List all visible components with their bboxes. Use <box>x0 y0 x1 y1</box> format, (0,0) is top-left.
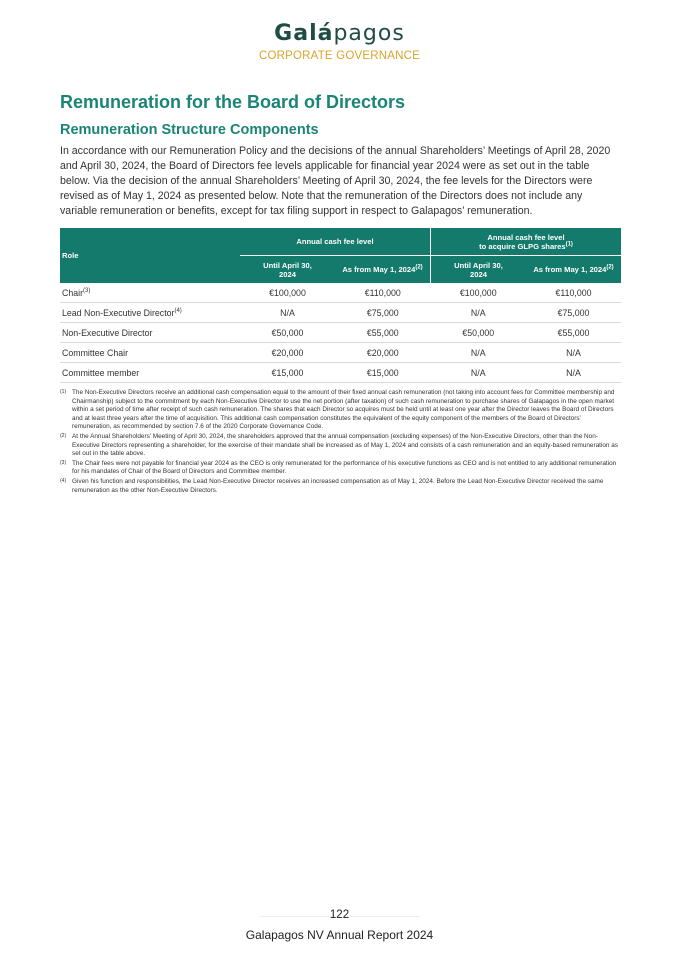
shares-header-line2: to acquire GLPG shares <box>479 241 566 251</box>
until-line2: 2024 <box>470 269 487 279</box>
role-name: Non-Executive Director <box>62 327 153 338</box>
fee-cell: €20,000 <box>240 343 335 363</box>
shares-until-header <box>431 256 527 284</box>
footnote <box>60 433 621 459</box>
remuneration-table <box>60 228 621 383</box>
fee-cell: €55,000 <box>526 323 621 343</box>
fee-cell: N/A <box>431 303 527 323</box>
section-label: CORPORATE GOVERNANCE <box>259 50 420 62</box>
logo-bold-part: Galá <box>274 21 334 46</box>
footnote-number: (3) <box>60 459 67 466</box>
from-footnote: (2) <box>415 264 423 271</box>
until-line1: Until April 30, <box>263 260 312 270</box>
fee-cell: N/A <box>431 343 527 363</box>
table-row <box>60 303 621 323</box>
intro-paragraph: In accordance with our Remuneration Policy and the decisions of the annual Shareholders’ Meetings of April 28, 2020 and April 30, 2024, the Board of Directors fee levels applicable for financial year 2024 were as set out in the table below. Via the decision of the annual Shareholders’ Meeting of April 30, 2024, the fee levels for the Directors were revised as of May 1, 2024 as presented below. Note that the remuneration of the Directors does not include any variable remuneration or benefits, except for tax filing support in respect to Galapagos’ remuneration. <box>60 145 611 217</box>
fee-cell: €100,000 <box>240 283 335 303</box>
footnote-text: At the Annual Shareholders’ Meeting of April 30, 2024, the shareholders approved that the annual compensation (excluding expenses) of the Non-Executive Directors, other than the Non-Executive Directors representing a shareholder, for the exercise of their mandate shall be increased as of May 1, 2024 and consists of a cash remuneration and an equity-based remuneration as set out in the table above. <box>72 432 618 458</box>
cash-fee-group-header: Annual cash fee level <box>240 228 431 256</box>
footnote <box>60 460 621 477</box>
fee-cell: €55,000 <box>335 323 431 343</box>
shares-fee-group-header <box>431 228 622 256</box>
role-cell <box>60 303 240 323</box>
role-cell <box>60 283 240 303</box>
cash-until-header <box>240 256 335 284</box>
fee-cell: €75,000 <box>526 303 621 323</box>
fee-cell: €50,000 <box>431 323 527 343</box>
fee-cell: €75,000 <box>335 303 431 323</box>
role-name: Chair <box>62 287 84 298</box>
role-column-header: Role <box>60 228 240 283</box>
logo-light-part: pagos <box>333 21 405 46</box>
fee-cell: N/A <box>431 363 527 383</box>
fee-cell: €20,000 <box>335 343 431 363</box>
role-footnote: (3) <box>83 287 91 294</box>
from-footnote: (2) <box>606 264 614 271</box>
shares-header-line1: Annual cash fee level <box>487 232 565 242</box>
page-number: 122 <box>329 909 350 921</box>
until-line2: 2024 <box>279 269 296 279</box>
table-row <box>60 323 621 343</box>
page-header <box>0 20 679 62</box>
table-header-row <box>60 228 621 256</box>
footnote-text: Given his function and responsibilities, the Lead Non-Executive Director receives an increased compensation as of May 1, 2024. Before the Lead Non-Executive Director received the same remuneration as the other Non-Executive Directors. <box>72 477 604 494</box>
role-name: Lead Non-Executive Director <box>62 307 175 318</box>
footnote-number: (2) <box>60 432 67 439</box>
fee-cell: €50,000 <box>240 323 335 343</box>
fee-cell: N/A <box>526 363 621 383</box>
fee-cell: N/A <box>240 303 335 323</box>
footnote <box>60 478 621 495</box>
from-label: As from May 1, 2024 <box>342 265 416 274</box>
table-row <box>60 363 621 383</box>
footnote-text: The Chair fees were not payable for financial year 2024 as the CEO is only remunerated for the performance of his executive functions as CEO and is not entitled to any additional remuneration for his mandates of Chair of the Board of Directors and Committee member. <box>72 459 617 476</box>
role-footnote: (4) <box>174 307 182 314</box>
shares-header-footnote: (1) <box>565 240 573 247</box>
role-cell <box>60 363 240 383</box>
galapagos-logo <box>0 20 679 48</box>
fee-cell: €15,000 <box>240 363 335 383</box>
until-line1: Until April 30, <box>454 260 503 270</box>
fee-cell: €100,000 <box>431 283 527 303</box>
cash-from-header <box>335 256 431 284</box>
footnote-text: The Non-Executive Directors receive an additional cash compensation equal to the amount of their fixed annual cash remuneration (not taking into account fees for Committee membership and Chairmanship) subject to the commitment by each Non-Executive Director to use the net portion (after taxation) of such cash remuneration to purchase shares of Galapagos in the open market within a set period of time after receipt of such cash remuneration. The shares that each Director so acquires must be held until at least one year after the Director leaves the Board of Directors and at least three years after the time of acquisition. This additional cash compensation constitutes the equivalent of the equity component of the members of the Board of Directors’ remuneration, as recommended by section 7.6 of the 2020 Corporate Governance Code. <box>72 389 615 431</box>
main-content <box>60 91 620 496</box>
footnote-number: (1) <box>60 389 67 395</box>
role-name: Committee member <box>62 367 140 378</box>
role-cell <box>60 323 240 343</box>
fee-cell: N/A <box>526 343 621 363</box>
fee-cell: €15,000 <box>335 363 431 383</box>
fee-cell: €110,000 <box>335 283 431 303</box>
report-title: Galapagos NV Annual Report 2024 <box>245 928 434 942</box>
footnotes <box>60 389 621 495</box>
section-subtitle: Remuneration Structure Components <box>60 122 319 138</box>
from-label: As from May 1, 2024 <box>533 265 607 274</box>
role-name: Committee Chair <box>62 347 128 358</box>
table-row <box>60 283 621 303</box>
table-row <box>60 343 621 363</box>
footnote-number: (4) <box>60 477 67 484</box>
footnote <box>60 389 621 432</box>
fee-cell: €110,000 <box>526 283 621 303</box>
role-cell <box>60 343 240 363</box>
page-title: Remuneration for the Board of Directors <box>60 92 406 112</box>
shares-from-header <box>526 256 621 284</box>
